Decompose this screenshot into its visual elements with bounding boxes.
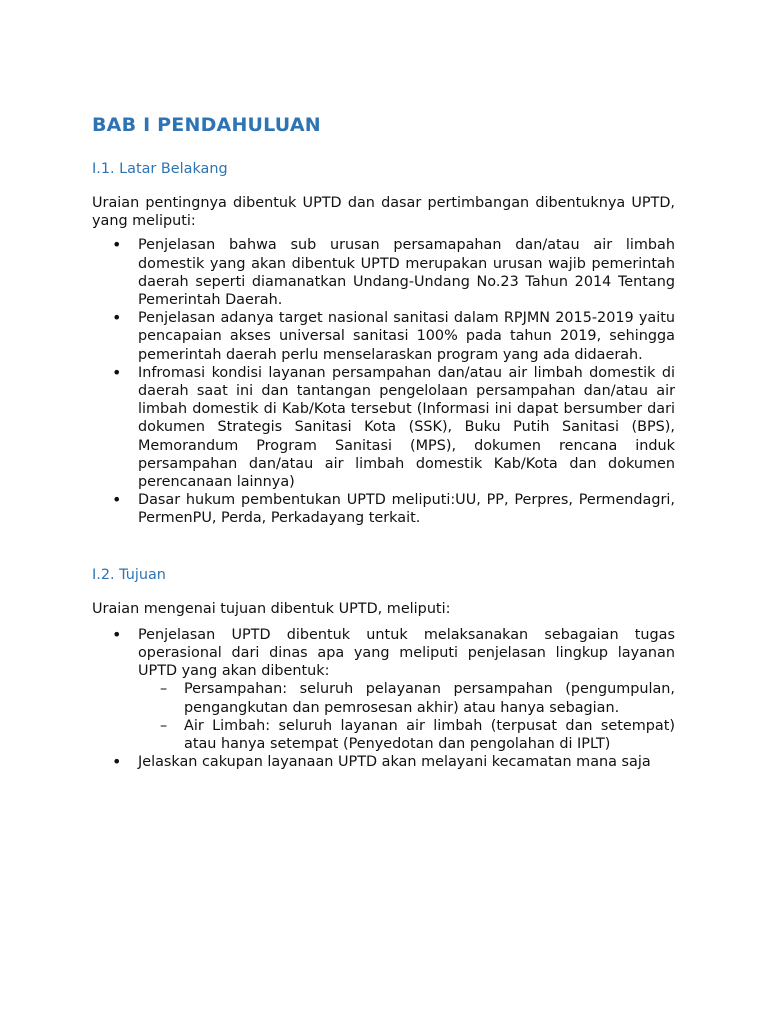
section2-intro: Uraian mengenai tujuan dibentuk UPTD, meliputi: <box>92 600 451 617</box>
sub-list <box>138 680 675 753</box>
list-item: • Penjelasan adanya target nasional sanitasi dalam RPJMN 2015-2019 yaitu pencapaian akses universal sanitasi 100% pada tahun 2019, sehingga pemerintah daerah perlu menselaraskan program yang ada didaerah. <box>92 309 675 364</box>
list-item: • Penjelasan bahwa sub urusan persamapahan dan/atau air limbah domestik yang akan dibentuk UPTD merupakan urusan wajib pemerintah daerah seperti diamanatkan Undang-Undang No.23 Tahun 2014 Tentang Pemerintah Daerah. <box>92 236 675 309</box>
section1-intro: Uraian pentingnya dibentuk UPTD dan dasar pertimbangan dibentuknya UPTD, yang meliputi: <box>92 195 675 230</box>
sub-list-item: – Persampahan: seluruh pelayanan persampahan (pengumpulan, pengangkutan dan pemrosesan akhir) atau hanya sebagian. <box>138 680 675 716</box>
section-heading-tujuan: I.2. Tujuan <box>92 566 166 583</box>
section2-bullet-list <box>92 626 675 772</box>
document-content <box>92 112 675 771</box>
list-item: • Infromasi kondisi layanan persampahan dan/atau air limbah domestik di daerah saat ini dan tantangan pengelolaan persampahan dan/atau air limbah domestik di Kab/Kota tersebut (Informasi ini dapat bersumber dari dokumen Strategis Sanitasi Kota (SSK), Buku Putih Sanitasi (BPS), Memorandum Program Sanitasi (MPS), dokumen rencana induk persampahan dan/atau air limbah domestik Kab/Kota dan dokumen perencanaan lainnya) <box>92 364 675 491</box>
list-item: • Jelaskan cakupan layanaan UPTD akan melayani kecamatan mana saja <box>92 753 675 771</box>
sub-list-item: – Air Limbah: seluruh layanan air limbah (terpusat dan setempat) atau hanya setempat (Penyedotan dan pengolahan di IPLT) <box>138 717 675 753</box>
section-heading-latar-belakang: I.1. Latar Belakang <box>92 161 228 177</box>
section1-bullet-list <box>92 236 675 527</box>
list-item <box>92 626 675 753</box>
list-item-text: Penjelasan UPTD dibentuk untuk melaksanakan sebagaian tugas operasional dari dinas apa yang meliputi penjelasan lingkup layanan UPTD yang akan dibentuk: <box>138 626 675 680</box>
list-item: • Dasar hukum pembentukan UPTD meliputi:UU, PP, Perpres, Permendagri, PermenPU, Perda, Perkadayang terkait. <box>92 491 675 527</box>
chapter-title: BAB I PENDAHULUAN <box>92 114 321 136</box>
